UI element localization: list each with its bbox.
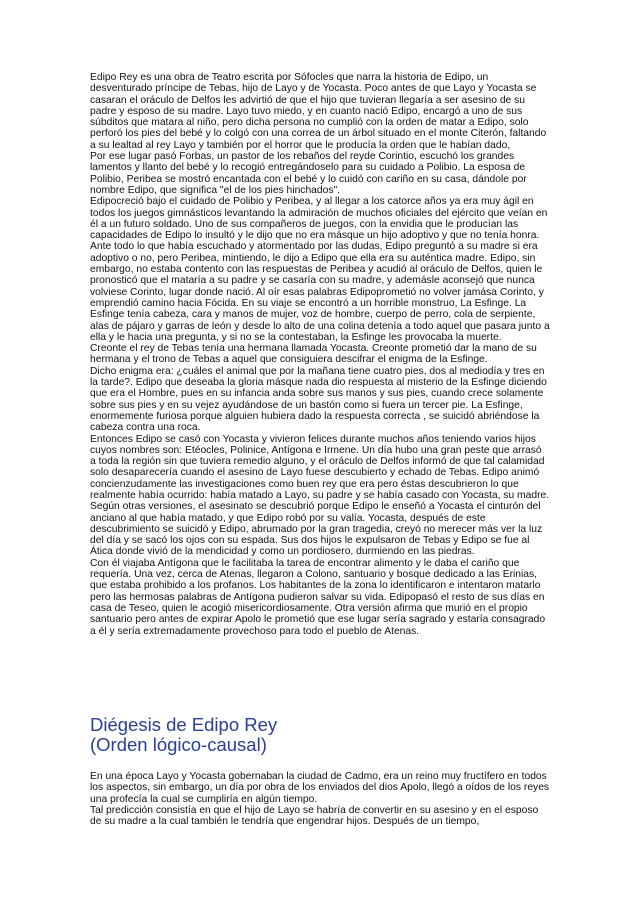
section-heading-line1: Diégesis de Edipo Rey [90, 714, 278, 735]
section-body [90, 771, 550, 827]
paragraph-forbas: Por ese lugar pasó Forbas, un pastor de los rebaños del reyde Corintio, escuchó los grandes lamentos y llanto del bebé y lo recogió entregándoselo para su cuidado a Polibio. La esposa de Polibio, Peribea se mostró encantada con el bebé y lo cuidó con cariño en su casa, dándole por nombre Edipo, que significa "el de los pies hinchados". [90, 151, 527, 196]
paragraph-other-versions: Según otras versiones, el asesinato se descubrió porque Edipo le enseñó a Yocasta el cinturón del anciano al que había matado, y que Edipo robó por su valía. Yocasta, después de este descubrimiento se suicidó y Edipo, abrumado por la gran tragedia, creyó no merecer más ver la luz del día y se sacó los ojos con su espada. Sus dos hijos le expulsaron de Tebas y Edipo se fue al Ática donde vivió de la mendicidad y como un pordiosero, durmiendo en las piedras. [90, 501, 543, 558]
section-paragraph-2: Tal predicción consistía en que el hijo de Layo se habría de convertir en su asesino y en el esposo de su madre a la cual también le tendría que engendrar hijos. Después de un tiempo, [90, 804, 539, 828]
paragraph-youth: Edipocreció bajo el cuidado de Polibio y Peribea, y al llegar a los catorce años ya era muy ágil en todos los juegos gimnásticos levantando la admiración de muchos oficiales del ejército que veían en él a un futuro soldado. Uno de sus compañeros de juegos, con la envidia que le producían las capacidades de Edipo lo insultó y le dijo que no era másque un hijo adoptivo y que no tenía honra. Ante todo lo que había escuchado y atormentado por las dudas, Edipo preguntó a su madre si era adoptivo o no, pero Peribea, mintiendo, le dijo a Edipo que ella era su auténtica madre. Edipo, sin embargo, no estaba contento con las respuestas de Peribea y acudió al oráculo de Delfos, quien le pronosticó que el mataría a su padre y se casaría con su madre, y ademásle aconsejó que nunca volviese Corinto, lugar donde nació. Al oír esas palabras Edipoprometió no volver jamása Corinto, y emprendió camino hacia Fócida. En su viaje se encontró a un horrible monstruo, La Esfinge. La Esfinge tenía cabeza, cara y manos de mujer, voz de hombre, cuerpo de perro, cola de serpiente, alas de pájaro y garras de león y desde lo alto de una colina detenía a todo aquel que pasara junto a ella y le hacia una pregunta, y si no se la contestaban, la Esfinge les provocaba la muerte. [90, 196, 550, 343]
paragraph-intro: Edipo Rey es una obra de Teatro escrita por Sófocles que narra la historia de Edipo, un desventurado príncipe de Tebas, hijo de Layo y de Yocasta. Poco antes de que Layo y Yocasta se casaran el oráculo de Delfos les advirtió de que el hijo que tuvieran llegaría a ser asesino de su padre y esposo de su madre. Layo tuvo miedo, y en cuanto nació Edipo, encargó a uno de sus súbditos que matara al niño, pero dicha persona no cumplió con la orden de matar a Edipo, solo perforó los pies del bebé y lo colgó con una correa de un árbol situado en el monte Citerón, faltando a su lealtad al rey Layo y también por el horror que le producía la orden que le habían dado, [90, 72, 547, 151]
paragraph-marriage: Entonces Edipo se casó con Yocasta y vivieron felices durante muchos años teniendo varios hijos cuyos nombres son: Etéocles, Polinice, Antígona e Irmene. Un día hubo una gran peste que arrasó a toda la región sin que tuviera remedio alguno, y el oráculo de Delfos informó de que tal calamidad solo desaparecería cuando el asesino de Layo fuese descubierto y echado de Tebas. Edipo animó concienzudamente las investigaciones como buen rey que era pero éstas descubrieron lo que realmente había ocurrido: había matado a Layo, su padre y se había casado con Yocasta, su madre. [90, 433, 550, 501]
section-heading-line2: (Orden lógico-causal) [90, 733, 267, 755]
document-body [90, 72, 550, 637]
section-heading [90, 715, 560, 754]
paragraph-antigona: Con él viajaba Antígona que le facilitaba la tarea de encontrar alimento y le daba el cariño que requería. Una vez, cerca de Atenas, llegaron a Colono, santuario y bosque dedicado a las Erinias, que estaba prohibido a los profanos. Los habitantes de la zona lo identificaron e intentaron matarlo pero las hermosas palabras de Antígona pudieron salvar su vida. Edipopasó el resto de sus días en casa de Teseo, quien le acogió misericordiosamente. Otra versión afirma que murió en el propio santuario pero antes de expirar Apolo le prometió que ese lugar sería sagrado y estaría consagrado a él y sería extremadamente provechoso para todo el pueblo de Atenas. [90, 557, 546, 637]
section-paragraph-1: En una época Layo y Yocasta gobernaban la ciudad de Cadmo, era un reino muy fructífero en todos los aspectos, sin embargo, un día por obra de los enviados del dios Apolo, llegó a oídos de los reyes una profecía la cual se cumpliría en algún tiempo. [90, 771, 550, 805]
paragraph-creonte: Creonte el rey de Tebas tenía una hermana llamada Yocasta. Creonte prometió dar la mano de su hermana y el trono de Tebas a aquel que consiguiera descifrar el enigma de la Esfinge. [90, 343, 537, 366]
paragraph-enigma: Dicho enigma era: ¿cuáles el animal que por la mañana tiene cuatro pies, dos al mediodía y tres en la tarde?. Edipo que deseaba la gloria másque nada dio respuesta al misterio de la Esfinge diciendo que era el Hombre, pues en su infancia anda sobre sus manos y sus pies, cuando crece solamente sobre sus pies y en su vejez ayudándose de un bastón como si fuera un tercer pie. La Esfinge, enormemente furiosa porque alguien hubiera dado la respuesta correcta , se suicidó abriéndose la cabeza contra una roca. [90, 365, 547, 434]
